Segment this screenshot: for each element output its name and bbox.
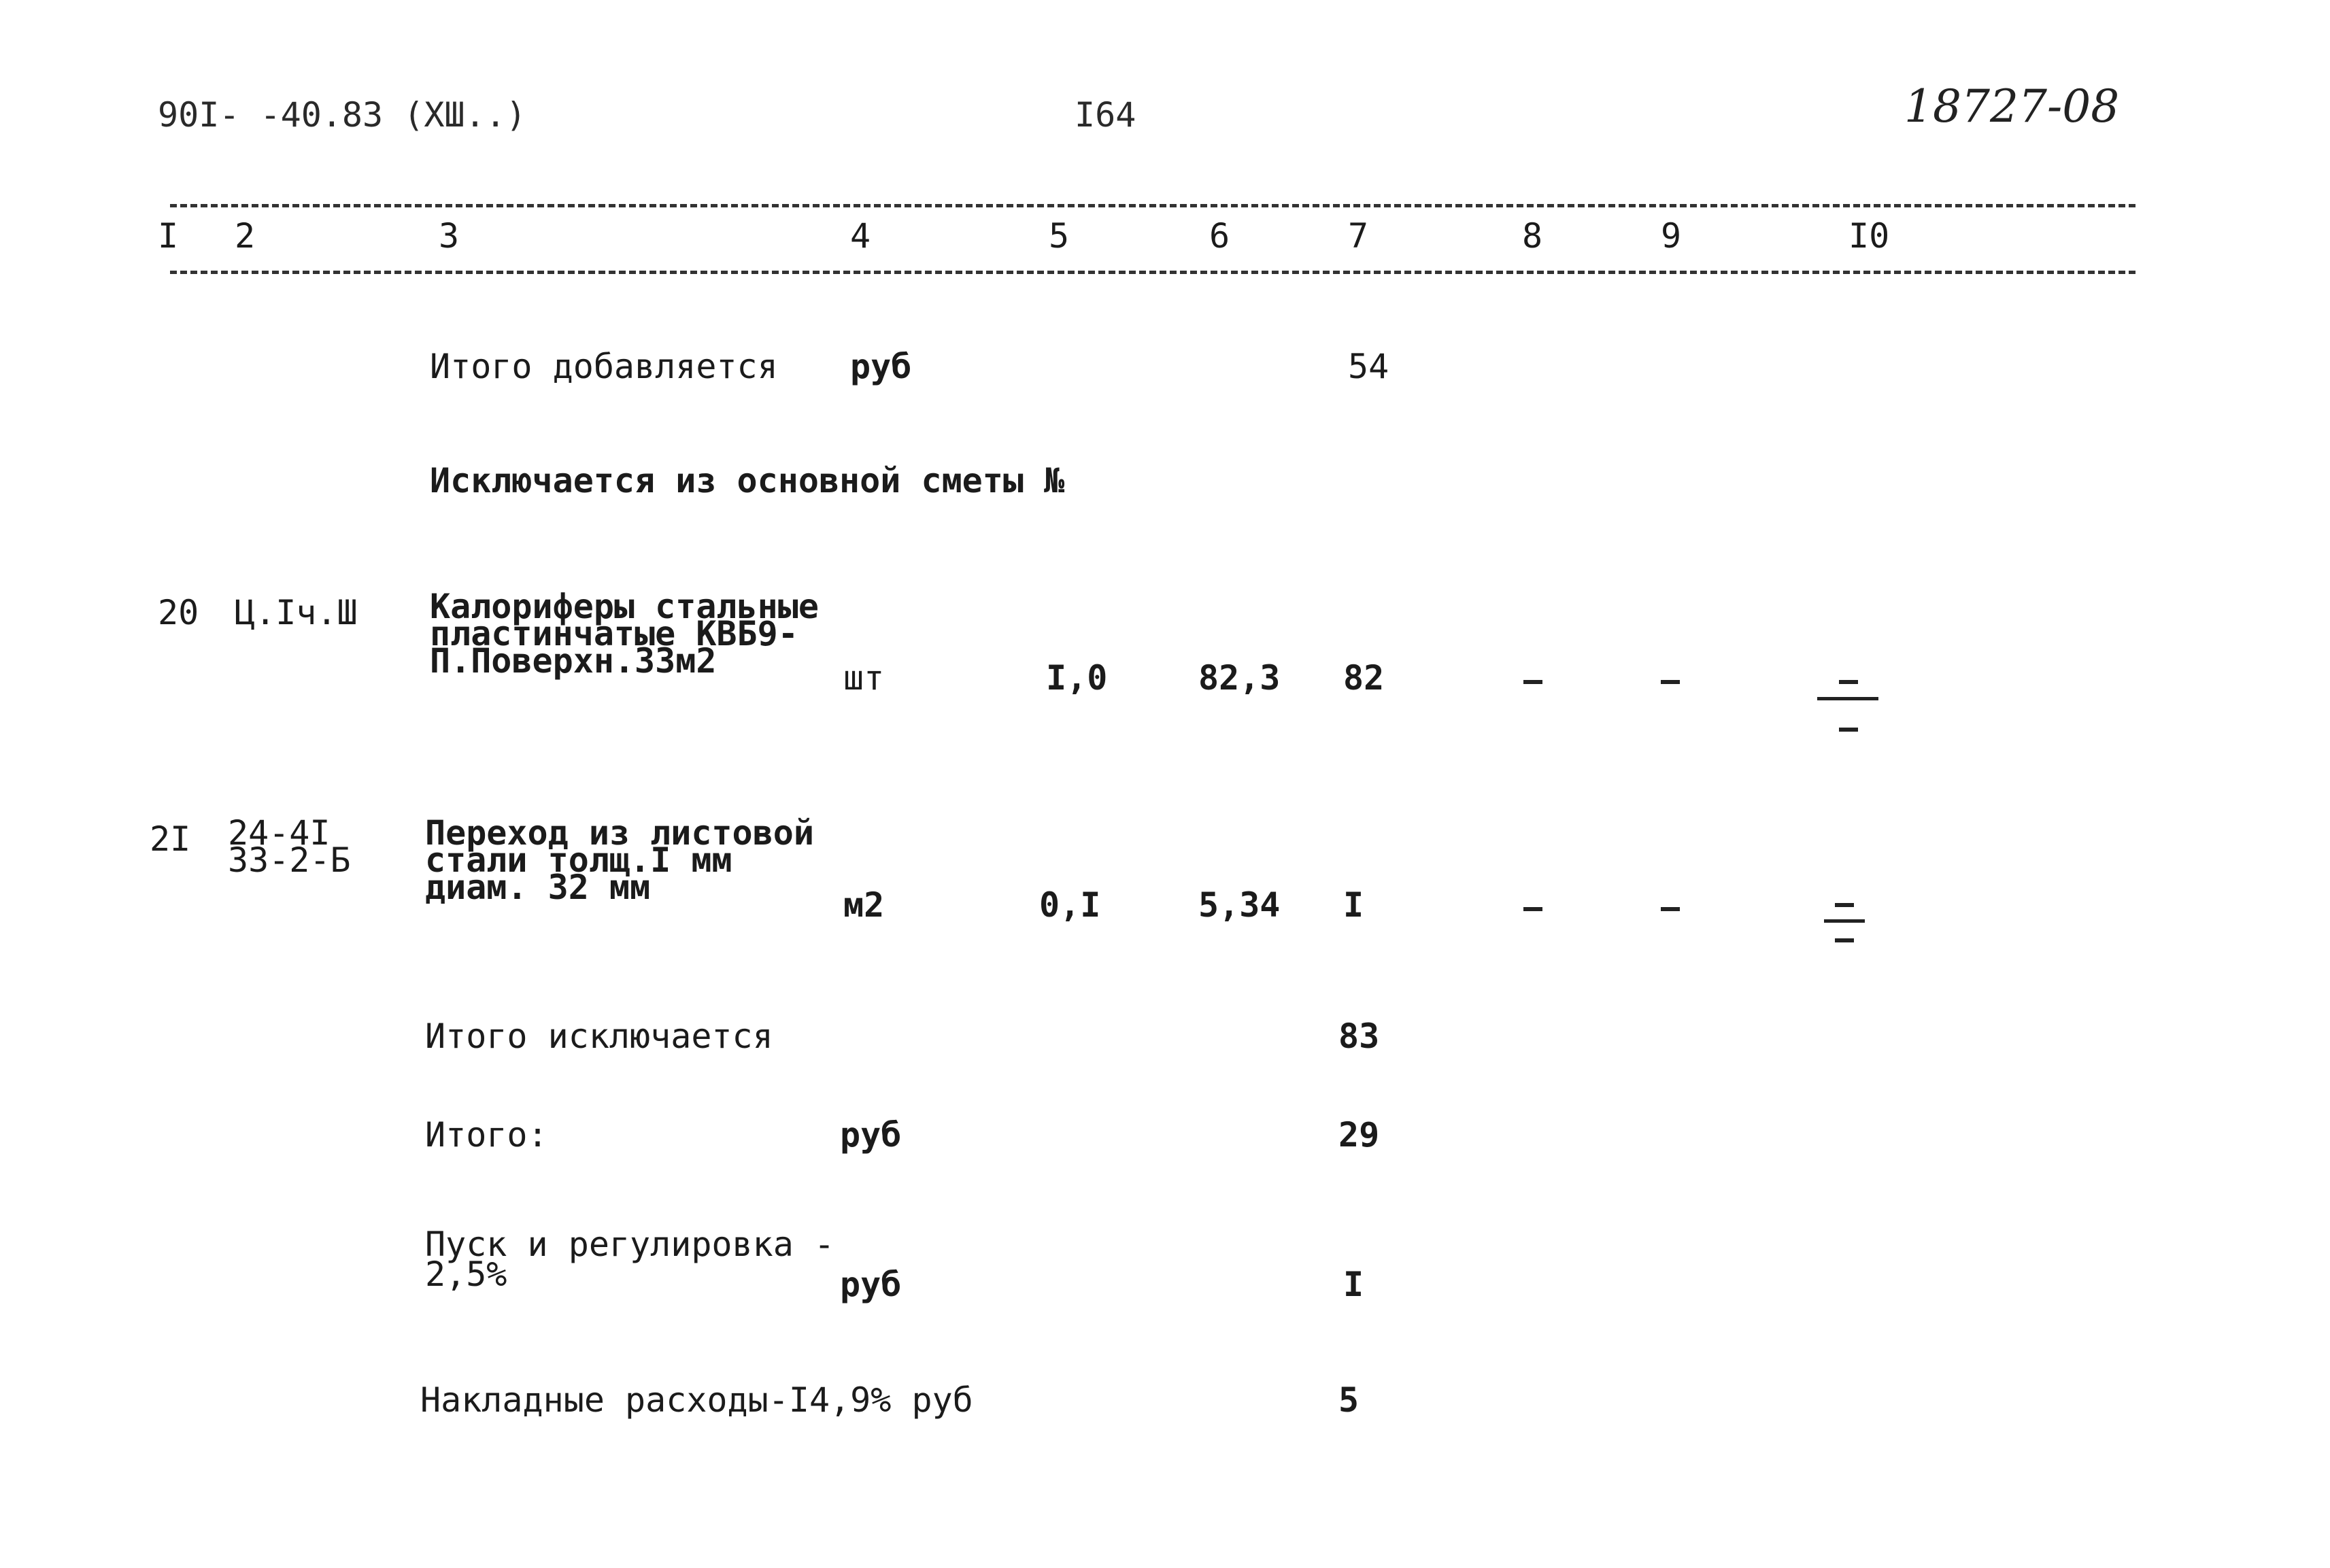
total-added-label: Итого добавляется xyxy=(430,347,778,386)
total-value: 29 xyxy=(1338,1115,1380,1155)
column-number-10: I0 xyxy=(1848,216,1890,256)
column-header-top-rule xyxy=(170,204,2135,207)
total-excluded-label: Итого исключается xyxy=(425,1017,773,1056)
total-added-value: 54 xyxy=(1348,347,1389,386)
item-21-col8-dash xyxy=(1523,907,1542,911)
item-21-unit: м2 xyxy=(843,885,885,925)
total-label: Итого: xyxy=(425,1115,548,1155)
excluded-heading: Исключается из основной сметы № xyxy=(430,461,1065,500)
item-21-quantity: 0,I xyxy=(1039,885,1101,925)
item-20-col9-dash xyxy=(1661,680,1680,684)
column-number-8: 8 xyxy=(1522,216,1543,256)
column-header-bottom-rule xyxy=(170,271,2135,274)
column-number-3: 3 xyxy=(439,216,460,256)
startup-label: Пуск и регулировка - 2,5% xyxy=(425,1225,835,1294)
item-20-name: Калориферы стальные пластинчатые КВБ9- П.Поверхн.33м2 xyxy=(430,587,819,681)
handwritten-inventory-number: 18727-08 xyxy=(1904,80,2120,133)
item-21-price: 5,34 xyxy=(1198,885,1281,925)
item-20-quantity: I,0 xyxy=(1046,658,1108,698)
column-number-9: 9 xyxy=(1661,216,1682,256)
item-21-code: 24-4I 33-2-Б xyxy=(228,813,351,880)
column-number-6: 6 xyxy=(1209,216,1230,256)
item-20-total: 82 xyxy=(1343,658,1385,698)
item-21-col9-dash xyxy=(1661,907,1680,911)
item-21-number: 2I xyxy=(150,819,191,859)
page-number: I64 xyxy=(1075,95,1136,135)
total-added-unit: руб xyxy=(850,347,912,386)
document-code: 90I- -40.83 (ХШ..) xyxy=(158,95,526,135)
column-number-4: 4 xyxy=(850,216,871,256)
column-number-5: 5 xyxy=(1049,216,1070,256)
item-21-name: Переход из листовой стали толщ.I мм диам. 32 мм xyxy=(425,813,814,907)
item-20-unit: шт xyxy=(843,658,885,698)
item-20-code: Ц.Iч.Ш xyxy=(235,593,358,632)
overhead-label: Накладные расходы-I4,9% руб xyxy=(420,1380,973,1420)
item-21-total: I xyxy=(1343,885,1364,925)
column-number-7: 7 xyxy=(1348,216,1369,256)
total-excluded-value: 83 xyxy=(1338,1017,1380,1056)
startup-unit: руб xyxy=(840,1265,902,1304)
item-20-number: 20 xyxy=(158,593,199,632)
item-20-price: 82,3 xyxy=(1198,658,1281,698)
item-20-col8-dash xyxy=(1523,680,1542,684)
total-unit: руб xyxy=(840,1115,902,1155)
startup-value: I xyxy=(1343,1265,1364,1304)
column-number-1: I xyxy=(158,216,179,256)
column-number-2: 2 xyxy=(235,216,256,256)
overhead-value: 5 xyxy=(1338,1380,1360,1420)
